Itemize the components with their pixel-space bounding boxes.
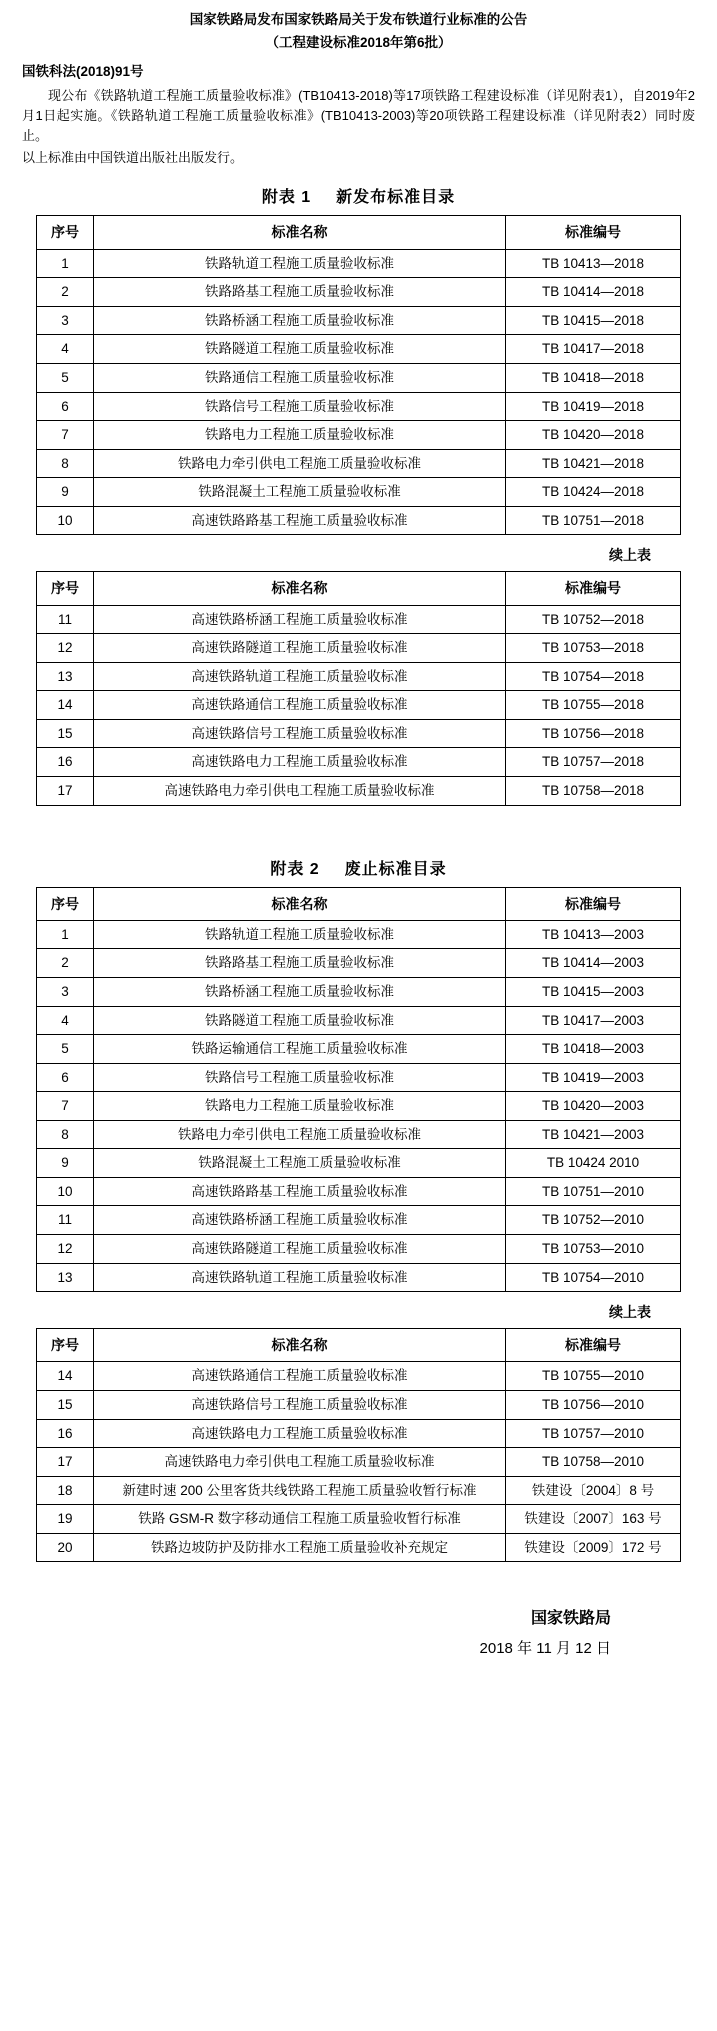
cell-index: 2 [37, 278, 94, 307]
table2-caption [22, 856, 695, 879]
cell-code: TB 10756—2010 [506, 1391, 681, 1420]
cell-code: TB 10420—2018 [506, 421, 681, 450]
cell-index: 16 [37, 748, 94, 777]
cell-name: 铁路桥涵工程施工质量验收标准 [94, 977, 506, 1006]
cell-name: 铁路路基工程施工质量验收标准 [94, 278, 506, 307]
column-header-name: 标准名称 [94, 1329, 506, 1362]
table-row [37, 1263, 681, 1292]
cell-code: TB 10424 2010 [506, 1149, 681, 1178]
cell-code: TB 10755—2018 [506, 691, 681, 720]
table-header-row [37, 887, 681, 920]
cell-code: TB 10421—2003 [506, 1120, 681, 1149]
cell-index: 4 [37, 335, 94, 364]
cell-code: TB 10754—2010 [506, 1263, 681, 1292]
column-header-index: 序号 [37, 572, 94, 605]
table-row [37, 662, 681, 691]
cell-name: 铁路桥涵工程施工质量验收标准 [94, 306, 506, 335]
column-header-code: 标准编号 [506, 216, 681, 249]
table-row [37, 478, 681, 507]
cell-index: 1 [37, 249, 94, 278]
cell-code: TB 10415—2018 [506, 306, 681, 335]
table-row [37, 1448, 681, 1477]
table-row [37, 278, 681, 307]
table-row [37, 506, 681, 535]
cell-name: 铁路轨道工程施工质量验收标准 [94, 920, 506, 949]
cell-index: 16 [37, 1419, 94, 1448]
table-row [37, 1419, 681, 1448]
cell-index: 14 [37, 691, 94, 720]
cell-code: TB 10752—2010 [506, 1206, 681, 1235]
cell-index: 5 [37, 363, 94, 392]
cell-code: 铁建设〔2009〕172 号 [506, 1533, 681, 1562]
table-row [37, 949, 681, 978]
table1-continued-label: 续上表 [609, 547, 651, 564]
cell-index: 18 [37, 1476, 94, 1505]
cell-index: 6 [37, 1063, 94, 1092]
table-row [37, 1362, 681, 1391]
table1-caption-text: 新发布标准目录 [336, 189, 456, 207]
document-number: 国铁科法(2018)91号 [22, 63, 144, 79]
cell-index: 9 [37, 1149, 94, 1178]
cell-index: 12 [37, 634, 94, 663]
cell-code: TB 10758—2010 [506, 1448, 681, 1477]
cell-name: 高速铁路路基工程施工质量验收标准 [94, 506, 506, 535]
cell-name: 铁路轨道工程施工质量验收标准 [94, 249, 506, 278]
table-row [37, 1235, 681, 1264]
table-header-row [37, 1329, 681, 1362]
cell-name: 高速铁路隧道工程施工质量验收标准 [94, 634, 506, 663]
cell-index: 2 [37, 949, 94, 978]
column-header-name: 标准名称 [94, 216, 506, 249]
cell-index: 5 [37, 1035, 94, 1064]
table-abolished-standards-part1 [36, 887, 681, 1293]
column-header-name: 标准名称 [94, 572, 506, 605]
cell-name: 铁路混凝土工程施工质量验收标准 [94, 1149, 506, 1178]
column-header-index: 序号 [37, 216, 94, 249]
cell-code: TB 10417—2003 [506, 1006, 681, 1035]
table-row [37, 1505, 681, 1534]
cell-index: 4 [37, 1006, 94, 1035]
cell-index: 19 [37, 1505, 94, 1534]
cell-name: 高速铁路路基工程施工质量验收标准 [94, 1177, 506, 1206]
cell-name: 高速铁路电力工程施工质量验收标准 [94, 1419, 506, 1448]
cell-code: TB 10757—2010 [506, 1419, 681, 1448]
cell-name: 新建时速 200 公里客货共线铁路工程施工质量验收暂行标准 [94, 1476, 506, 1505]
cell-code: TB 10415—2003 [506, 977, 681, 1006]
cell-code: TB 10758—2018 [506, 777, 681, 806]
column-header-code: 标准编号 [506, 887, 681, 920]
cell-name: 铁路隧道工程施工质量验收标准 [94, 1006, 506, 1035]
column-header-code: 标准编号 [506, 572, 681, 605]
cell-code: TB 10418—2003 [506, 1035, 681, 1064]
cell-name: 高速铁路通信工程施工质量验收标准 [94, 1362, 506, 1391]
cell-index: 8 [37, 1120, 94, 1149]
table-row [37, 1391, 681, 1420]
table-row [37, 1035, 681, 1064]
table-new-standards-part1 [36, 215, 681, 535]
page-title: 国家铁路局发布国家铁路局关于发布铁道行业标准的公告 [189, 12, 528, 27]
cell-name: 高速铁路隧道工程施工质量验收标准 [94, 1235, 506, 1264]
table-row [37, 363, 681, 392]
cell-name: 铁路路基工程施工质量验收标准 [94, 949, 506, 978]
page-subtitle: （工程建设标准2018年第6批） [265, 35, 452, 51]
table-row [37, 306, 681, 335]
cell-code: TB 10751—2018 [506, 506, 681, 535]
cell-name: 铁路混凝土工程施工质量验收标准 [94, 478, 506, 507]
table-row [37, 920, 681, 949]
cell-index: 3 [37, 977, 94, 1006]
table-row [37, 392, 681, 421]
table2-caption-label: 附表 2 [270, 860, 320, 878]
table-new-standards-part2 [36, 571, 681, 805]
cell-index: 13 [37, 1263, 94, 1292]
cell-code: TB 10424—2018 [506, 478, 681, 507]
cell-index: 14 [37, 1362, 94, 1391]
cell-code: TB 10752—2018 [506, 605, 681, 634]
cell-code: TB 10753—2010 [506, 1235, 681, 1264]
cell-code: 铁建设〔2004〕8 号 [506, 1476, 681, 1505]
cell-index: 1 [37, 920, 94, 949]
table-row [37, 1092, 681, 1121]
table-header-row [37, 572, 681, 605]
cell-code: TB 10420—2003 [506, 1092, 681, 1121]
cell-index: 7 [37, 421, 94, 450]
cell-code: TB 10751—2010 [506, 1177, 681, 1206]
cell-index: 7 [37, 1092, 94, 1121]
column-header-code: 标准编号 [506, 1329, 681, 1362]
cell-name: 高速铁路轨道工程施工质量验收标准 [94, 1263, 506, 1292]
table-row [37, 777, 681, 806]
cell-index: 20 [37, 1533, 94, 1562]
cell-index: 3 [37, 306, 94, 335]
table1-caption-label: 附表 1 [261, 189, 312, 207]
cell-name: 高速铁路电力牵引供电工程施工质量验收标准 [94, 777, 506, 806]
cell-name: 高速铁路信号工程施工质量验收标准 [94, 719, 506, 748]
cell-code: TB 10419—2018 [506, 392, 681, 421]
cell-index: 9 [37, 478, 94, 507]
cell-name: 铁路边坡防护及防排水工程施工质量验收补充规定 [94, 1533, 506, 1562]
cell-name: 铁路 GSM-R 数字移动通信工程施工质量验收暂行标准 [94, 1505, 506, 1534]
section-spacer [22, 806, 695, 840]
table-row [37, 1476, 681, 1505]
cell-name: 铁路电力工程施工质量验收标准 [94, 1092, 506, 1121]
table-row [37, 605, 681, 634]
cell-name: 高速铁路电力工程施工质量验收标准 [94, 748, 506, 777]
table2-caption-text: 废止标准目录 [344, 860, 447, 878]
column-header-name: 标准名称 [94, 887, 506, 920]
cell-name: 铁路电力牵引供电工程施工质量验收标准 [94, 1120, 506, 1149]
cell-name: 铁路信号工程施工质量验收标准 [94, 1063, 506, 1092]
cell-code: TB 10757—2018 [506, 748, 681, 777]
cell-code: 铁建设〔2007〕163 号 [506, 1505, 681, 1534]
issue-date: 2018 年 11 月 12 日 [479, 1639, 611, 1657]
cell-index: 15 [37, 1391, 94, 1420]
table2-continued-label: 续上表 [609, 1304, 651, 1321]
cell-code: TB 10413—2003 [506, 920, 681, 949]
table1-caption [22, 184, 695, 207]
cell-code: TB 10753—2018 [506, 634, 681, 663]
cell-code: TB 10418—2018 [506, 363, 681, 392]
table-row [37, 1120, 681, 1149]
table-row [37, 1177, 681, 1206]
body-paragraph-1: 现公布《铁路轨道工程施工质量验收标准》(TB10413-2018)等17项铁路工程建设标准（详见附表1），自2019年2月1日起实施。《铁路轨道工程施工质量验收标准》(TB10413-2003)等20项铁路工程建设标准（详见附表2）同时废止。 [22, 87, 695, 144]
cell-code: TB 10421—2018 [506, 449, 681, 478]
table-header-row [37, 216, 681, 249]
cell-index: 13 [37, 662, 94, 691]
body-paragraph-2: 以上标准由中国铁道出版社出版发行。 [22, 150, 244, 166]
cell-index: 8 [37, 449, 94, 478]
column-header-index: 序号 [37, 1329, 94, 1362]
cell-code: TB 10755—2010 [506, 1362, 681, 1391]
table-row [37, 1533, 681, 1562]
cell-name: 高速铁路桥涵工程施工质量验收标准 [94, 605, 506, 634]
cell-name: 铁路信号工程施工质量验收标准 [94, 392, 506, 421]
cell-index: 11 [37, 605, 94, 634]
issuer-name: 国家铁路局 [530, 1610, 611, 1628]
cell-index: 17 [37, 1448, 94, 1477]
table-row [37, 1149, 681, 1178]
cell-index: 17 [37, 777, 94, 806]
cell-code: TB 10419—2003 [506, 1063, 681, 1092]
table-row [37, 1063, 681, 1092]
table-row [37, 634, 681, 663]
table-abolished-standards-part2 [36, 1328, 681, 1562]
table-row [37, 421, 681, 450]
cell-name: 铁路运输通信工程施工质量验收标准 [94, 1035, 506, 1064]
table-row [37, 249, 681, 278]
table-row [37, 335, 681, 364]
document-signature [22, 1604, 611, 1663]
cell-code: TB 10754—2018 [506, 662, 681, 691]
cell-code: TB 10413—2018 [506, 249, 681, 278]
cell-name: 高速铁路电力牵引供电工程施工质量验收标准 [94, 1448, 506, 1477]
cell-index: 10 [37, 506, 94, 535]
cell-index: 6 [37, 392, 94, 421]
cell-name: 高速铁路轨道工程施工质量验收标准 [94, 662, 506, 691]
cell-name: 铁路电力工程施工质量验收标准 [94, 421, 506, 450]
table-row [37, 449, 681, 478]
table-row [37, 748, 681, 777]
cell-code: TB 10414—2003 [506, 949, 681, 978]
cell-index: 11 [37, 1206, 94, 1235]
table-row [37, 977, 681, 1006]
cell-name: 高速铁路信号工程施工质量验收标准 [94, 1391, 506, 1420]
cell-name: 高速铁路通信工程施工质量验收标准 [94, 691, 506, 720]
cell-index: 10 [37, 1177, 94, 1206]
cell-code: TB 10414—2018 [506, 278, 681, 307]
cell-name: 铁路电力牵引供电工程施工质量验收标准 [94, 449, 506, 478]
cell-name: 铁路隧道工程施工质量验收标准 [94, 335, 506, 364]
table-row [37, 719, 681, 748]
cell-index: 12 [37, 1235, 94, 1264]
table-row [37, 691, 681, 720]
table-row [37, 1006, 681, 1035]
cell-name: 高速铁路桥涵工程施工质量验收标准 [94, 1206, 506, 1235]
cell-code: TB 10756—2018 [506, 719, 681, 748]
cell-name: 铁路通信工程施工质量验收标准 [94, 363, 506, 392]
table-row [37, 1206, 681, 1235]
cell-code: TB 10417—2018 [506, 335, 681, 364]
cell-index: 15 [37, 719, 94, 748]
column-header-index: 序号 [37, 887, 94, 920]
